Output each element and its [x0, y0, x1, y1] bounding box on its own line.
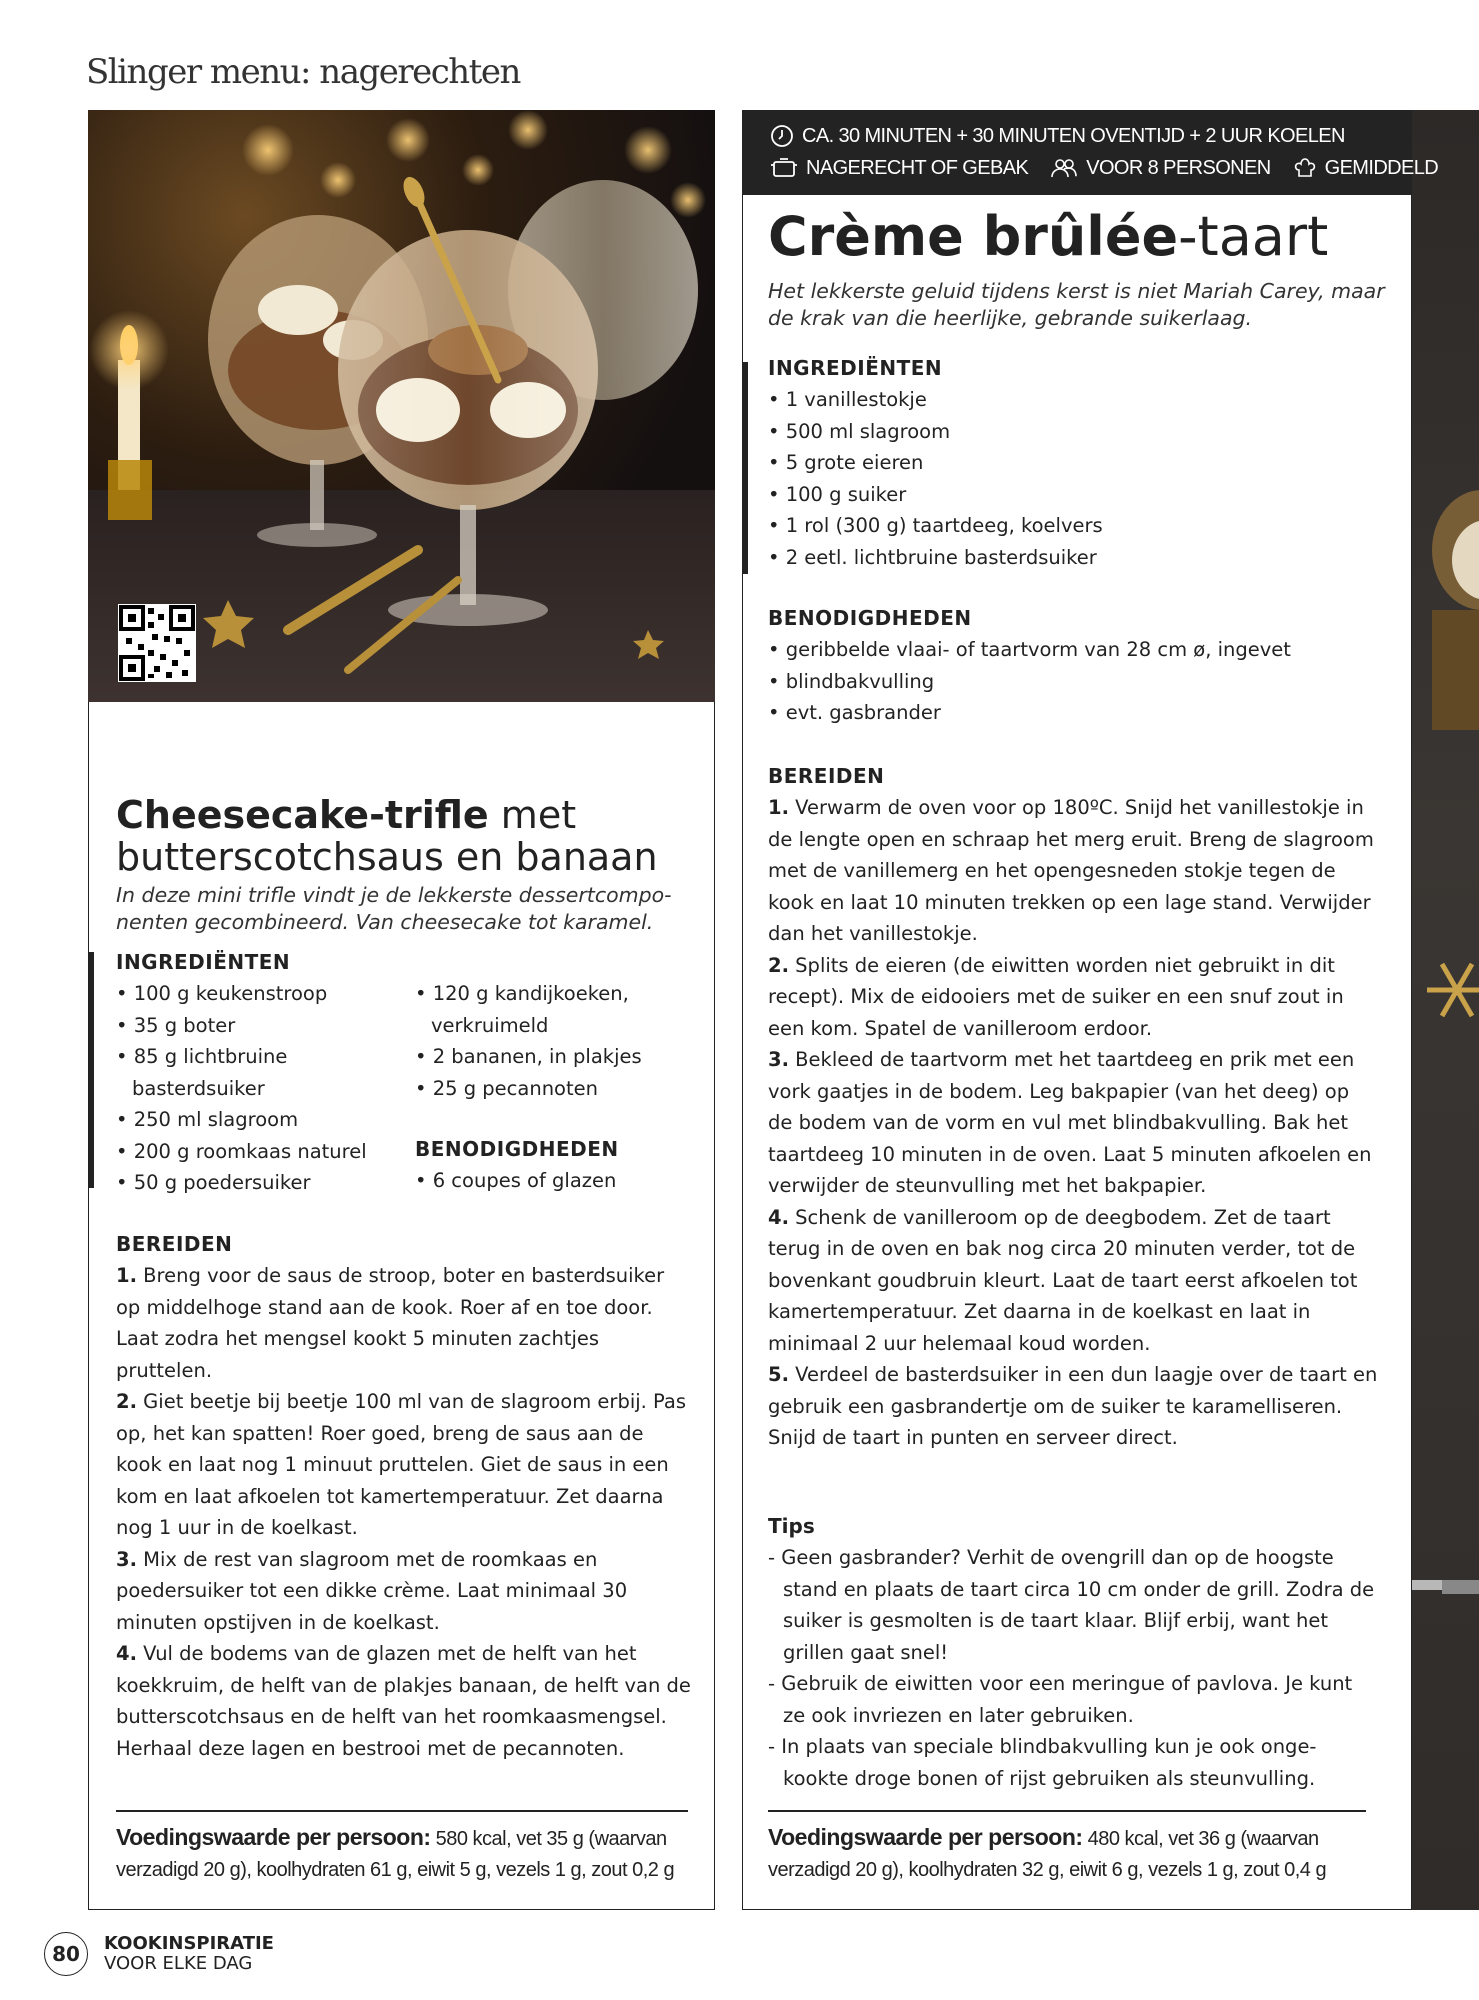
method-step: 1. Verwarm de oven voor op 180ºC. Snijd het vanillestokje in de lengte open en schraap het merg eruit. Breng de slagroom met de vanillemerg en het opengesneden stokje tegen de kook en laat 10 minuten trekken op een lage stand. Verwijder dan het vanillestokje.	[768, 796, 1374, 945]
list-item: • 1 rol (300 g) taartdeeg, koelvers	[768, 510, 1388, 542]
right-method-head: BEREIDEN	[768, 764, 885, 788]
method-step: 2. Splits de eieren (de eiwitten worden niet gebruikt in dit recept). Mix de eidooiers met de suiker en een snuf zout in een kom. Spatel de vanilleroom erdoor.	[768, 953, 1344, 1040]
left-ingredient-accent	[88, 952, 94, 1188]
left-method-head: BEREIDEN	[116, 1232, 233, 1256]
list-item: • 1 vanillestokje	[768, 384, 1388, 416]
right-tools-head: BENODIGDHEDEN	[768, 606, 972, 630]
chef-hat-icon	[1293, 156, 1317, 180]
time-label: CA. 30 MINUTEN + 30 MINUTEN OVENTIJD + 2 UUR KOELEN	[802, 124, 1345, 147]
list-item: • evt. gasbrander	[768, 697, 1388, 729]
nutrition-label: Voedingswaarde per persoon:	[768, 1824, 1083, 1850]
photo-strip-illustration	[1412, 110, 1479, 1910]
list-item: • 250 ml slagroom	[116, 1104, 406, 1136]
list-item: • 100 g keukenstroop	[116, 978, 406, 1010]
pot-icon	[770, 157, 798, 179]
page-number: 80	[44, 1932, 88, 1976]
left-title-rest2: butterscotchsaus en banaan	[116, 835, 658, 879]
tip-item: - Geen gasbrander? Verhit de ovengrill dan op de hoogste stand en plaats de taart circa 10 cm onder de grill. Zodra de suiker is gesmolten is de taart klaar. Blijf erbij, want het grillen gaat snel!	[768, 1546, 1375, 1664]
servings-label: VOOR 8 PERSONEN	[1086, 156, 1271, 179]
creme-brulee-photo	[1412, 110, 1479, 1910]
method-step: 1. Breng voor de saus de stroop, boter en basterdsuiker op middelhoge stand aan de kook. Roer af en toe door. Laat zodra het mengsel kookt 5 minuten zachtjes pruttelen.	[116, 1264, 665, 1382]
list-item: • 5 grote eieren	[768, 447, 1388, 479]
nutrition-values: 480 kcal, vet 36 g (waarvan verzadigd 20 g), koolhydraten 32 g, eiwit 6 g, vezels 1 g, zout 0,4 g	[768, 1828, 1327, 1881]
right-ingredients-list	[768, 384, 1388, 573]
time-meta	[770, 124, 1345, 148]
left-intro: In deze mini trifle vindt je de lekkerste dessertcompo-nenten gecombineerd. Van cheesecake tot karamel.	[116, 883, 672, 934]
left-title-rest1: met	[488, 793, 577, 837]
list-item: • blindbakvulling	[768, 666, 1388, 698]
left-tools-list	[415, 1165, 695, 1197]
qr-code[interactable]	[118, 604, 196, 682]
list-item: • 120 g kandijkoeken, verkruimeld	[415, 978, 661, 1041]
right-nutrition	[768, 1822, 1343, 1886]
right-title-rest: -taart	[1178, 205, 1329, 268]
section-header: Slinger menu: nagerechten	[86, 52, 520, 92]
nutrition-values: 580 kcal, vet 35 g (waarvan verzadigd 20 g), koolhydraten 61 g, eiwit 5 g, vezels 1 g, zout 0,2 g	[116, 1828, 675, 1881]
list-item: • 35 g boter	[116, 1010, 406, 1042]
tip-item: - In plaats van speciale blindbakvulling kun je ook onge-kookte droge bonen of rijst gebruiken als steunvulling.	[768, 1735, 1317, 1790]
method-step: 3. Bekleed de taartvorm met het taartdeeg en prik met een vork gaatjes in de bodem. Leg bakpapier (van het deeg) op de bodem van de vorm en vul met blindbakvulling. Bak het taartdeeg 10 minuten in de oven. Laat 5 minuten afkoelen en verwijder de steunvulling met het bakpapier.	[768, 1048, 1372, 1197]
right-tips-head: Tips	[768, 1514, 815, 1538]
magazine-name	[104, 1934, 274, 1974]
type-meta	[770, 157, 1028, 180]
list-item: • 25 g pecannoten	[415, 1073, 695, 1105]
right-recipe-title	[768, 205, 1328, 269]
qr-code-icon	[118, 604, 196, 682]
difficulty-meta	[1293, 156, 1439, 180]
right-tips-list	[768, 1542, 1378, 1794]
right-method-steps	[768, 792, 1378, 1454]
right-intro: Het lekkerste geluid tijdens kerst is niet Mariah Carey, maar de krak van die heerlijke, gebrande suikerlaag.	[768, 279, 1385, 330]
list-item: • 100 g suiker	[768, 479, 1388, 511]
list-item: • 85 g lichtbruine basterdsuiker	[116, 1041, 312, 1104]
list-item: • geribbelde vlaai- of taartvorm van 28 cm ø, ingevet	[768, 634, 1388, 666]
list-item: • 6 coupes of glazen	[415, 1165, 695, 1197]
clock-icon	[770, 124, 794, 148]
method-step: 5. Verdeel de basterdsuiker in een dun laagje over de taart en gebruik een gasbrandertje om de suiker te karamelliseren. Snijd de taart in punten en serveer direct.	[768, 1363, 1378, 1449]
nutrition-label: Voedingswaarde per persoon:	[116, 1824, 431, 1850]
left-nutrition	[116, 1822, 691, 1886]
method-step: 3. Mix de rest van slagroom met de roomkaas en poedersuiker tot een dikke crème. Laat minimaal 30 minuten opstijven in de koelkast.	[116, 1547, 628, 1634]
left-ingredients-col2	[415, 978, 695, 1104]
difficulty-label: GEMIDDELD	[1324, 156, 1439, 179]
list-item: • 500 ml slagroom	[768, 416, 1388, 448]
servings-meta	[1050, 157, 1270, 180]
type-label: NAGERECHT OF GEBAK	[806, 156, 1029, 179]
left-recipe-title	[116, 794, 658, 878]
right-meta-bar	[742, 110, 1439, 195]
left-method-steps	[116, 1260, 694, 1764]
left-tools-head: BENODIGDHEDEN	[415, 1137, 619, 1161]
method-step: 2. Giet beetje bij beetje 100 ml van de slagroom erbij. Pas op, het kan spatten! Roer goed, breng de saus aan de kook en laat nog 1 minuut pruttelen. Giet de saus in een kom en laat afkoelen tot kamertemperatuur. Zet daarna nog 1 uur in de koelkast.	[116, 1390, 687, 1539]
right-ingredients-head: INGREDIËNTEN	[768, 356, 943, 380]
list-item: • 50 g poedersuiker	[116, 1167, 406, 1199]
people-icon	[1050, 157, 1078, 179]
list-item: • 2 bananen, in plakjes	[415, 1041, 695, 1073]
right-ingredient-accent	[742, 362, 748, 574]
method-step: 4. Vul de bodems van de glazen met de helft van het koekkruim, de helft van de plakjes banaan, de helft van de butterscotchsaus en de helft van het roomkaasmengsel. Herhaal deze lagen en bestrooi met de pecannoten.	[116, 1642, 691, 1760]
left-ingredients-col1	[116, 978, 406, 1199]
left-nutrition-rule	[116, 1810, 688, 1812]
method-step: 4. Schenk de vanilleroom op de deegbodem. Zet de taart terug in de oven en bak nog circa 20 minuten verder, tot de bovenkant goudbruin kleurt. Laat de taart eerst afkoelen tot kamertemperatuur. Zet daarna in de koelkast en laat in minimaal 2 uur helemaal koud worden.	[768, 1205, 1358, 1355]
list-item: • 200 g roomkaas naturel	[116, 1136, 406, 1168]
right-title-bold: Crème brûlée	[768, 205, 1179, 268]
right-nutrition-rule	[768, 1810, 1366, 1812]
magazine-name-line2: VOOR ELKE DAG	[104, 1953, 253, 1974]
left-ingredients-head: INGREDIËNTEN	[116, 950, 291, 974]
right-tools-list	[768, 634, 1388, 729]
magazine-name-line1: KOOKINSPIRATIE	[104, 1933, 274, 1954]
list-item: • 2 eetl. lichtbruine basterdsuiker	[768, 542, 1388, 574]
tip-item: - Gebruik de eiwitten voor een meringue of pavlova. Je kunt ze ook invriezen en later gebruiken.	[768, 1672, 1353, 1727]
left-title-bold: Cheesecake-trifle	[116, 793, 489, 837]
